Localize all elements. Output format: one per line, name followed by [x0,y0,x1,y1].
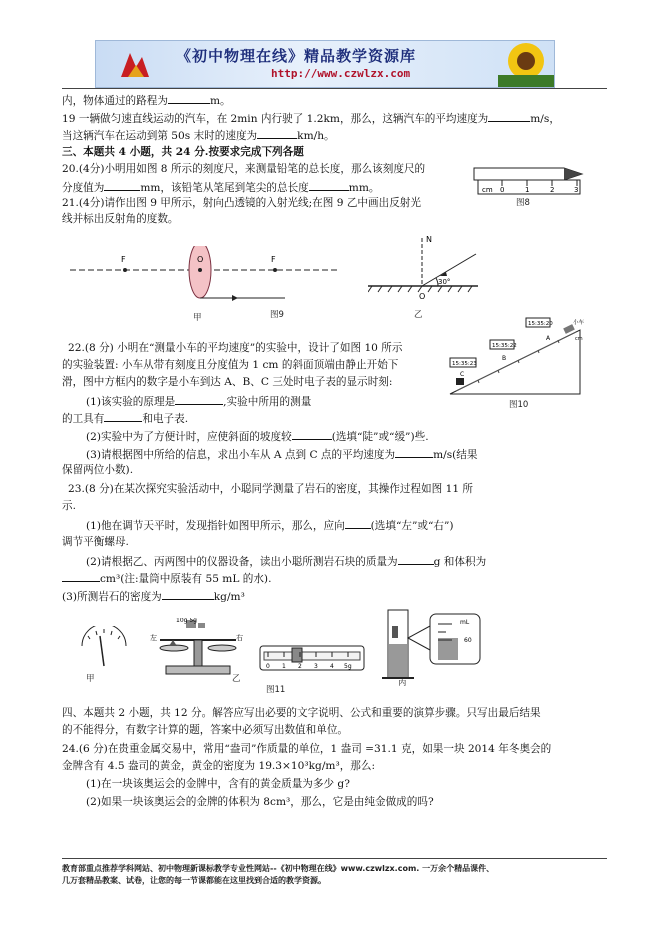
q24-line-3: (1)在一块该奥运会的金牌中，含有的黄金质量为多少 g? [86,778,350,790]
timer-b: 15:35:22 [492,343,517,349]
figure-9-lens-diagram [70,246,340,312]
header-banner [95,40,555,88]
q21-line-1: 21.(4分)请作出图 9 甲所示，射向凸透镜的入射光线;在图 9 乙中画出反射光 [62,197,421,209]
q23-line-4: 调节平衡螺母. [62,536,129,548]
figure-11-label-c: 丙 [398,678,407,688]
footer-text [62,863,612,887]
cylinder-mark: 60 [464,637,472,644]
ruler-unit: cm [482,186,493,194]
q24-line-1: 24.(6 分)在贵重金属交易中，常用“盎司”作质量的单位，1 盎司 =31.1 克，如果一块 2014 年冬奥会的 [62,743,552,755]
figure-11-pointer-dial [78,626,130,672]
q24-line-4: (2)如果一块该奥运会的金牌的体积为 8cm³，那么，它是由纯金做成的吗? [86,796,434,808]
left-pan-label: 左 [150,634,157,642]
answer-blank[interactable] [104,410,142,422]
section-4-line-1: 四、本题共 2 小题，共 12 分。解答应写出必要的文字说明、公式和重要的演算步骤。只写出最后结果 [62,707,541,719]
mirror-point-label: O [419,292,426,301]
timer-a: 15:35:20 [528,321,553,327]
q22-line-7: (3)请根据图中所给的信息，求出小车从 A 点到 C 点的平均速度为 m/s(结果 [86,446,477,462]
q21-line-2: 线并标出反射角的度数。 [62,213,179,225]
focus-label: F [271,255,276,264]
figure-10-caption: 图10 [509,400,529,410]
scale-tick: 0 [266,663,270,670]
figure-11-rider-scale [258,640,368,676]
timer-c: 15:35:23 [452,361,477,367]
answer-blank[interactable] [395,446,433,458]
footer-line: 几万套精品教案、试卷，让您的每一节课都能在这里找到合适的教学资源。 [62,876,326,885]
scale-tick: 3 [314,663,318,670]
q22-line-6: (2)实验中为了方便计时，应使斜面的坡度较 (选填“陡”或“缓”)些. [86,428,429,444]
cylinder-unit: mL [460,619,470,626]
q22-line-2: 的实验装置: 小车从带有刻度且分度值为 1 cm 的斜面顶端由静止开始下 [62,359,399,371]
footer-line: 教育部重点推荐学科网站、初中物理新课标教学专业性网站--《初中物理在线》www.czwlzx.com. 一万余个精品课件、 [62,864,495,873]
ruler-tick-label: 2 [550,186,555,194]
answer-blank[interactable] [345,517,371,529]
question-line: 内，物体通过的路程为 m。 [62,92,231,108]
car-label: 小车 [573,320,585,326]
banner-title: 《初中物理在线》精品教学资源库 [176,47,417,65]
q19-line-2: 当这辆汽车在运动到第 50s 末时的速度为 km/h。 [62,127,335,143]
answer-blank[interactable] [398,553,434,565]
figure-9-caption: 图9 [270,310,284,320]
header-rule [62,88,607,89]
figure-11-balance [150,618,246,678]
q22-line-3: 滑，图中方框内的数字是小车到达 A、B、C 三处时电子表的显示时刻: [62,376,393,388]
figure-11-cylinder [380,604,490,684]
normal-label: N [426,235,432,244]
q22-line-8: 保留两位小数). [62,464,134,476]
q19-line-1: 19 一辆做匀速直线运动的汽车，在 2min 内行驶了 1.2km，那么，这辆汽车的平均速度为 m/s， [62,110,560,126]
q23-line-3: (1)他在调节天平时，发现指针如图甲所示，那么，应向 (选填“左”或“右”) [86,517,454,533]
q20-line-2: 分度值为 mm，该铅笔从笔尾到笔尖的总长度 mm。 [62,179,379,195]
scale-tick: 5g [344,663,352,670]
banner-url[interactable]: http://www.czwlzx.com [271,67,411,80]
figure-11-label-a: 甲 [86,674,95,684]
scale-tick: 4 [330,663,334,670]
ruler-tick-label: 1 [525,186,530,194]
answer-blank[interactable] [175,393,223,405]
sunflower-icon [498,41,554,87]
answer-blank[interactable] [162,588,214,600]
answer-blank[interactable] [62,570,100,582]
answer-blank[interactable] [257,127,297,139]
answer-blank[interactable] [168,92,210,104]
answer-blank[interactable] [488,110,530,122]
q22-line-1: 22.(8 分) 小明在“测量小车的平均速度”的实验中，设计了如图 10 所示 [68,342,403,354]
footer-rule [62,858,607,859]
q23-line-7: (3)所测岩石的密度为 kg/m³ [62,588,245,604]
focus-label: F [121,255,126,264]
figure-8-ruler [472,158,590,206]
angle-label: 30° [438,278,451,286]
site-logo-icon [116,45,156,83]
q22-line-5: 的工具有 和电子表. [62,410,188,426]
figure-9-mirror-diagram [368,232,488,302]
answer-blank[interactable] [104,179,140,191]
point-b-label: B [502,355,507,362]
figure-11-caption: 图11 [266,685,286,695]
unit-label: cm [575,336,583,342]
point-c-label: C [460,371,465,378]
ruler-tick-label: 0 [500,186,505,194]
figure-10-incline [448,312,588,400]
lens-center-label: O [197,255,204,264]
q23-line-2: 示. [62,500,76,512]
section-3-heading: 三、本题共 4 小题，共 24 分.按要求完成下列各题 [62,146,304,158]
figure-9-label-left: 甲 [193,313,202,323]
q20-line-1: 20.(4分)小明用如图 8 所示的刻度尺，来测量铅笔的总长度，那么该刻度尺的 [62,163,426,175]
answer-blank[interactable] [292,428,332,440]
q23-line-6: cm³(注:量筒中原装有 55 mL 的水). [62,570,271,586]
figure-8-caption: 图8 [516,198,530,208]
ruler-tick-label: 3 [574,186,579,194]
section-4-line-2: 的不能得分，有数字计算的题，答案中必须写出数值和单位。 [62,724,349,736]
q24-line-2: 金牌含有 4.5 盎司的黄金，黄金的密度为 19.3×10³kg/m³，那么: [62,760,376,772]
q22-line-4: (1)该实验的原理是 ,实验中所用的测量 [86,393,311,409]
scale-tick: 2 [298,663,302,670]
right-pan-label: 右 [236,634,243,642]
q23-line-1: 23.(8 分)在某次探究实验活动中，小聪同学测量了岩石的密度，其操作过程如图 11 所 [68,483,474,495]
figure-9-label-right: 乙 [414,310,423,320]
scale-tick: 1 [282,663,286,670]
weights-label: 10g 5g [176,618,197,624]
q23-line-5: (2)请根据乙、丙两图中的仪器设备，读出小聪所测岩石块的质量为 g 和体积为 [86,553,486,569]
figure-11-label-b: 乙 [232,674,241,684]
point-a-label: A [546,335,551,342]
answer-blank[interactable] [309,179,349,191]
